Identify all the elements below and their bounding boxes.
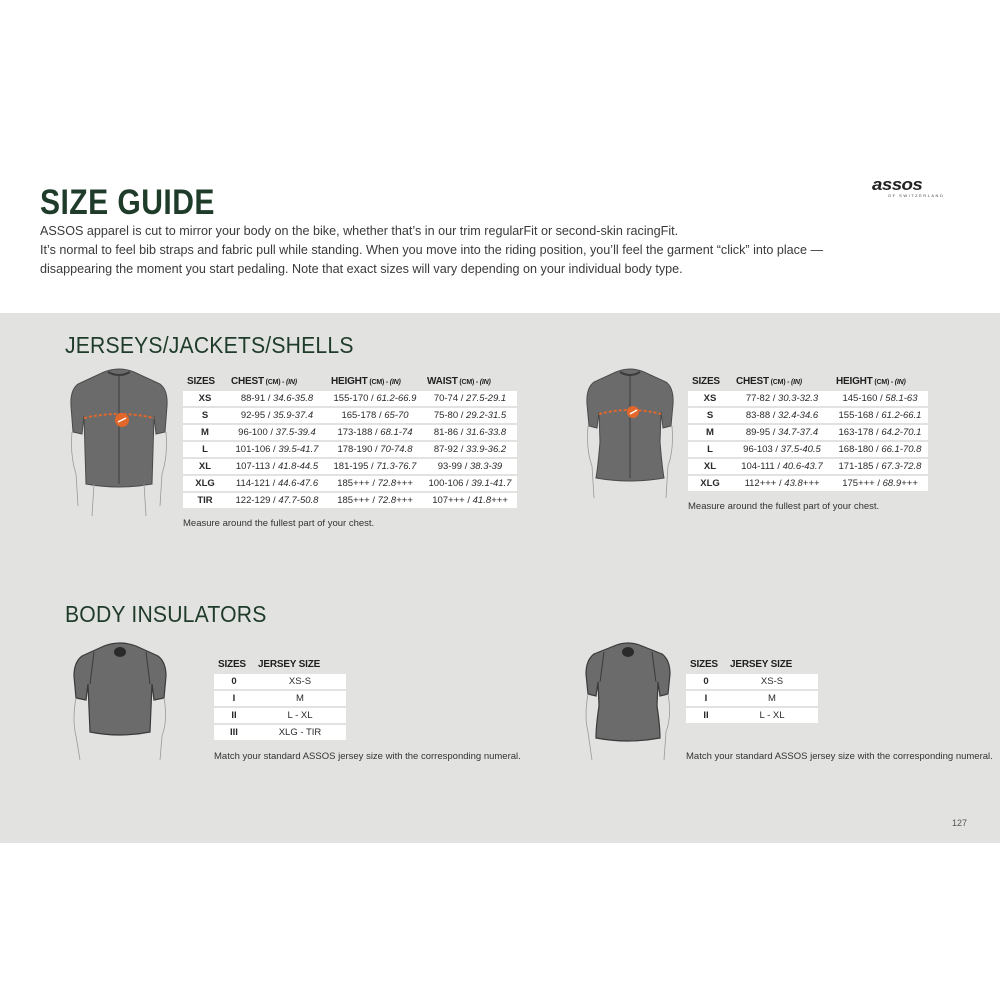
insulators-men-note: Match your standard ASSOS jersey size with the corresponding numeral. xyxy=(214,751,521,762)
table-row: 0 XS-S xyxy=(214,674,346,689)
table-row: III XLG - TIR xyxy=(214,725,346,740)
jerseys-section-title: JERSEYS/JACKETS/SHELLS xyxy=(65,332,354,358)
table-row: 0 XS-S xyxy=(686,674,818,689)
col-chest: CHEST (CM) - (IN) xyxy=(736,376,802,387)
table-row: I M xyxy=(686,691,818,706)
insulator-women-figure xyxy=(576,640,680,764)
insulators-women-note: Match your standard ASSOS jersey size with the corresponding numeral. xyxy=(686,751,993,762)
table-row: M 96-100 / 37.5-39.4 173-188 / 68.1-74 81-86 / 31.6-33.8 xyxy=(183,425,517,440)
table-row: XLG 112+++ / 43.8+++ 175+++ / 68.9+++ xyxy=(688,476,928,491)
col-jersey-size: JERSEY SIZE xyxy=(730,659,793,670)
jersey-men-figure xyxy=(64,366,174,516)
col-sizes: SIZES xyxy=(692,376,720,387)
table-row: II L - XL xyxy=(214,708,346,723)
table-row: S 92-95 / 35.9-37.4 165-178 / 65-70 75-80 / 29.2-31.5 xyxy=(183,408,517,423)
table-row: TIR 122-129 / 47.7-50.8 185+++ / 72.8+++ 107+++ / 41.8+++ xyxy=(183,493,517,508)
intro-block xyxy=(40,184,940,278)
table-row: XL 104-111 / 40.6-43.7 171-185 / 67.3-72.8 xyxy=(688,459,928,474)
table-row: I M xyxy=(214,691,346,706)
intro-line-1: ASSOS apparel is cut to mirror your body on the bike, whether that’s in our trim regularFit or second-skin racingFit. xyxy=(40,224,679,238)
jerseys-men-note: Measure around the fullest part of your chest. xyxy=(183,518,375,529)
col-height: HEIGHT (CM) - (IN) xyxy=(331,376,401,387)
col-sizes: SIZES xyxy=(187,376,215,387)
col-chest: CHEST (CM) - (IN) xyxy=(231,376,297,387)
insulators-women-table xyxy=(686,657,818,725)
logo-tagline: OF SWITZERLAND xyxy=(888,193,945,198)
col-sizes: SIZES xyxy=(690,659,718,670)
assos-logo xyxy=(872,176,978,198)
intro-line-2: It’s normal to feel bib straps and fabric pull while standing. When you move into the riding position, you’ll feel the garment “click” into place — xyxy=(40,242,824,257)
insulator-men-figure xyxy=(64,640,176,764)
table-row: L 101-106 / 39.5-41.7 178-190 / 70-74.8 87-92 / 33.9-36.2 xyxy=(183,442,517,457)
jerseys-men-table xyxy=(183,374,517,510)
intro-line-3: disappearing the moment you start pedaling. Note that exact sizes will vary depending on your individual body type. xyxy=(40,261,683,276)
table-row: M 89-95 / 34.7-37.4 163-178 / 64.2-70.1 xyxy=(688,425,928,440)
col-sizes: SIZES xyxy=(218,659,246,670)
col-height: HEIGHT (CM) - (IN) xyxy=(836,376,906,387)
jerseys-women-table xyxy=(688,374,928,493)
table-row: XL 107-113 / 41.8-44.5 181-195 / 71.3-76.7 93-99 / 38.3-39 xyxy=(183,459,517,474)
insulators-men-table xyxy=(214,657,346,742)
insulators-section-title: BODY INSULATORS xyxy=(65,601,267,627)
table-row: XS 77-82 / 30.3-32.3 145-160 / 58.1-63 xyxy=(688,391,928,406)
col-waist: WAIST (CM) - (IN) xyxy=(427,376,491,387)
page-title: SIZE GUIDE xyxy=(40,183,215,222)
table-row: XS 88-91 / 34.6-35.8 155-170 / 61.2-66.9 70-74 / 27.5-29.1 xyxy=(183,391,517,406)
table-row: XLG 114-121 / 44.6-47.6 185+++ / 72.8+++ 100-106 / 39.1-41.7 xyxy=(183,476,517,491)
table-row: S 83-88 / 32.4-34.6 155-168 / 61.2-66.1 xyxy=(688,408,928,423)
jerseys-women-note: Measure around the fullest part of your chest. xyxy=(688,501,880,512)
table-row: II L - XL xyxy=(686,708,818,723)
logo-wordmark: assos xyxy=(872,175,923,194)
jersey-women-figure xyxy=(580,366,680,506)
table-row: L 96-103 / 37.5-40.5 168-180 / 66.1-70.8 xyxy=(688,442,928,457)
col-jersey-size: JERSEY SIZE xyxy=(258,659,321,670)
page-number: 127 xyxy=(952,818,968,828)
